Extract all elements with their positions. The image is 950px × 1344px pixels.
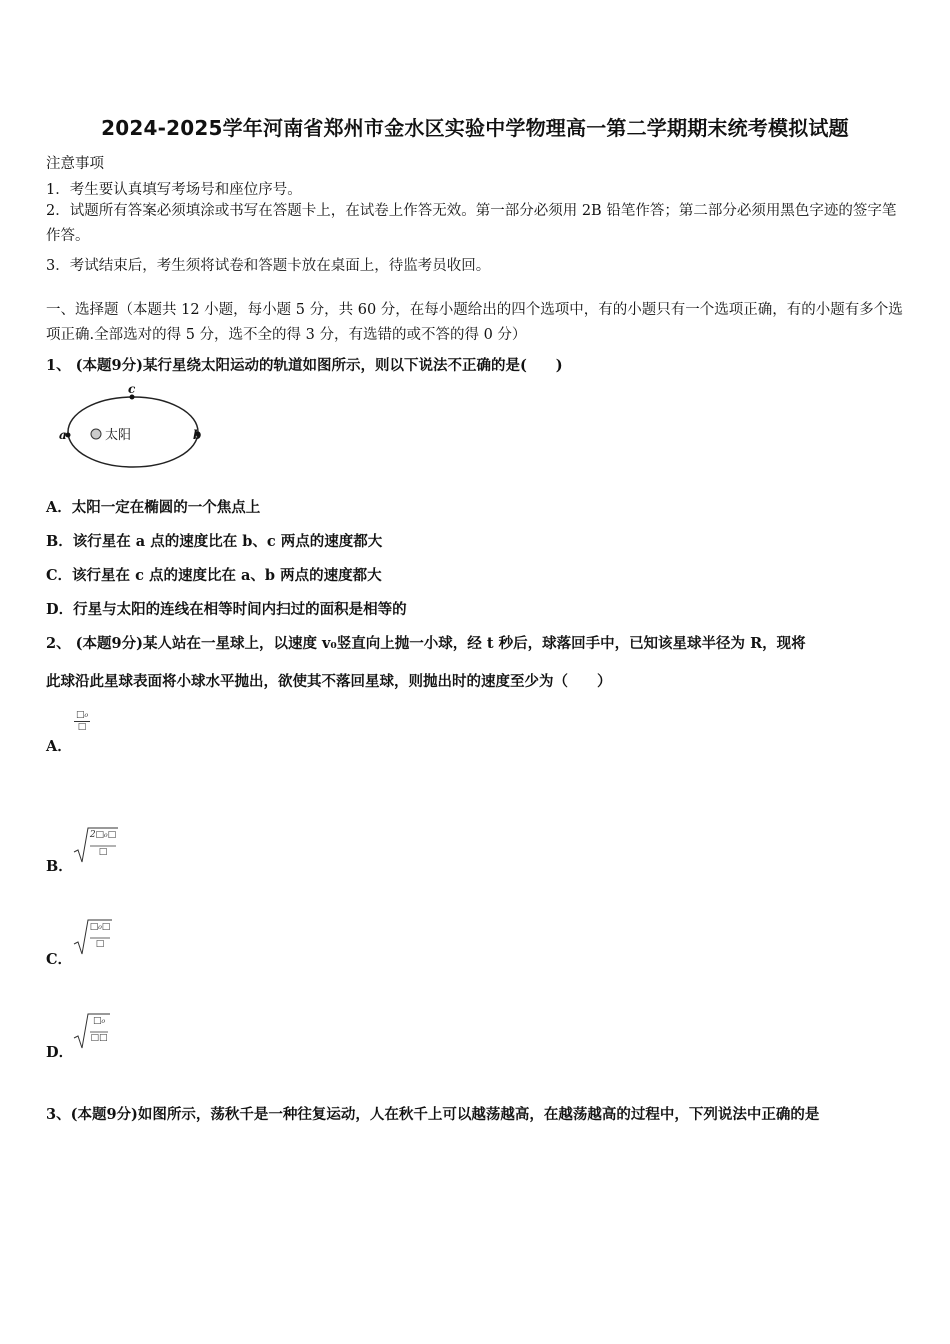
q2-option-c-denominator: □ [95, 939, 105, 949]
sun-symbol [91, 429, 101, 439]
sun-label: 太阳 [105, 428, 132, 443]
point-c-label: c [128, 382, 136, 396]
q2-option-d-label: D． [46, 1044, 74, 1061]
page-title: 2024-2025学年河南省郑州市金水区实验中学物理高一第二学期期末统考模拟试题 [101, 116, 849, 140]
notice-item-3: 3．考试结束后，考生须将试卷和答题卡放在桌面上，待监考员收回。 [46, 258, 491, 274]
orbit-diagram [52, 382, 212, 474]
q2-option-a-numerator: □₀ [75, 710, 89, 720]
orbit-ellipse [68, 397, 198, 467]
q1-option-d: D．行星与太阳的连线在相等时间内扫过的面积是相等的 [46, 601, 407, 618]
q2-option-a-denominator: □ [74, 721, 90, 732]
notice-heading: 注意事项 [46, 156, 104, 172]
q2-option-d-numerator: □₀ [92, 1016, 106, 1026]
point-a-label: a [59, 428, 67, 442]
q2-stem-line1: 2、 (本题9分)某人站在一星球上，以速度 v₀竖直向上抛一小球，经 t 秒后，球落回手中，已知该星球半径为 R，现将 [46, 635, 806, 652]
q2-option-b-numerator: 2□₀□ [89, 830, 117, 840]
q2-option-b-denominator: □ [98, 847, 108, 857]
q2-option-a-label: A． [46, 738, 72, 755]
q2-option-c-label: C． [46, 951, 73, 968]
q1-option-b: B．该行星在 a 点的速度比在 b、c 两点的速度都大 [46, 533, 383, 550]
q2-option-b-label: B． [46, 858, 73, 875]
q2-option-d-denominator: □□ [90, 1033, 108, 1043]
q1-stem: 1、 (本题9分)某行星绕太阳运动的轨道如图所示，则以下说法不正确的是( ) [46, 357, 563, 374]
q1-option-a: A．太阳一定在椭圆的一个焦点上 [46, 499, 261, 516]
q3-stem: 3、(本题9分)如图所示，荡秋千是一种往复运动，人在秋千上可以越荡越高，在越荡越高的过程中，下列说法中正确的是 [46, 1106, 820, 1123]
point-b-label: b [193, 428, 202, 442]
q1-option-c: C．该行星在 c 点的速度比在 a、b 两点的速度都大 [46, 567, 382, 584]
notice-item-2: 2．试题所有答案必须填涂或书写在答题卡上，在试卷上作答无效。第一部分必须用 2B 铅笔作答；第二部分必须用黑色字迹的签字笔作答。 [46, 203, 897, 244]
notice-item-1: 1．考生要认真填写考场号和座位序号。 [46, 182, 302, 198]
q2-option-c-numerator: □₀□ [89, 922, 111, 932]
section-intro: 一、选择题（本题共 12 小题，每小题 5 分，共 60 分，在每小题给出的四个选项中，有的小题只有一个选项正确，有的小题有多个选项正确.全部选对的得 5 分，选不全的得 3 分，有选错的或不答的得 0 分） [46, 302, 903, 343]
q2-stem-line2: 此球沿此星球表面将小球水平抛出，欲使其不落回星球，则抛出时的速度至少为（ ） [46, 673, 612, 690]
q2-option-a-formula [74, 710, 90, 732]
